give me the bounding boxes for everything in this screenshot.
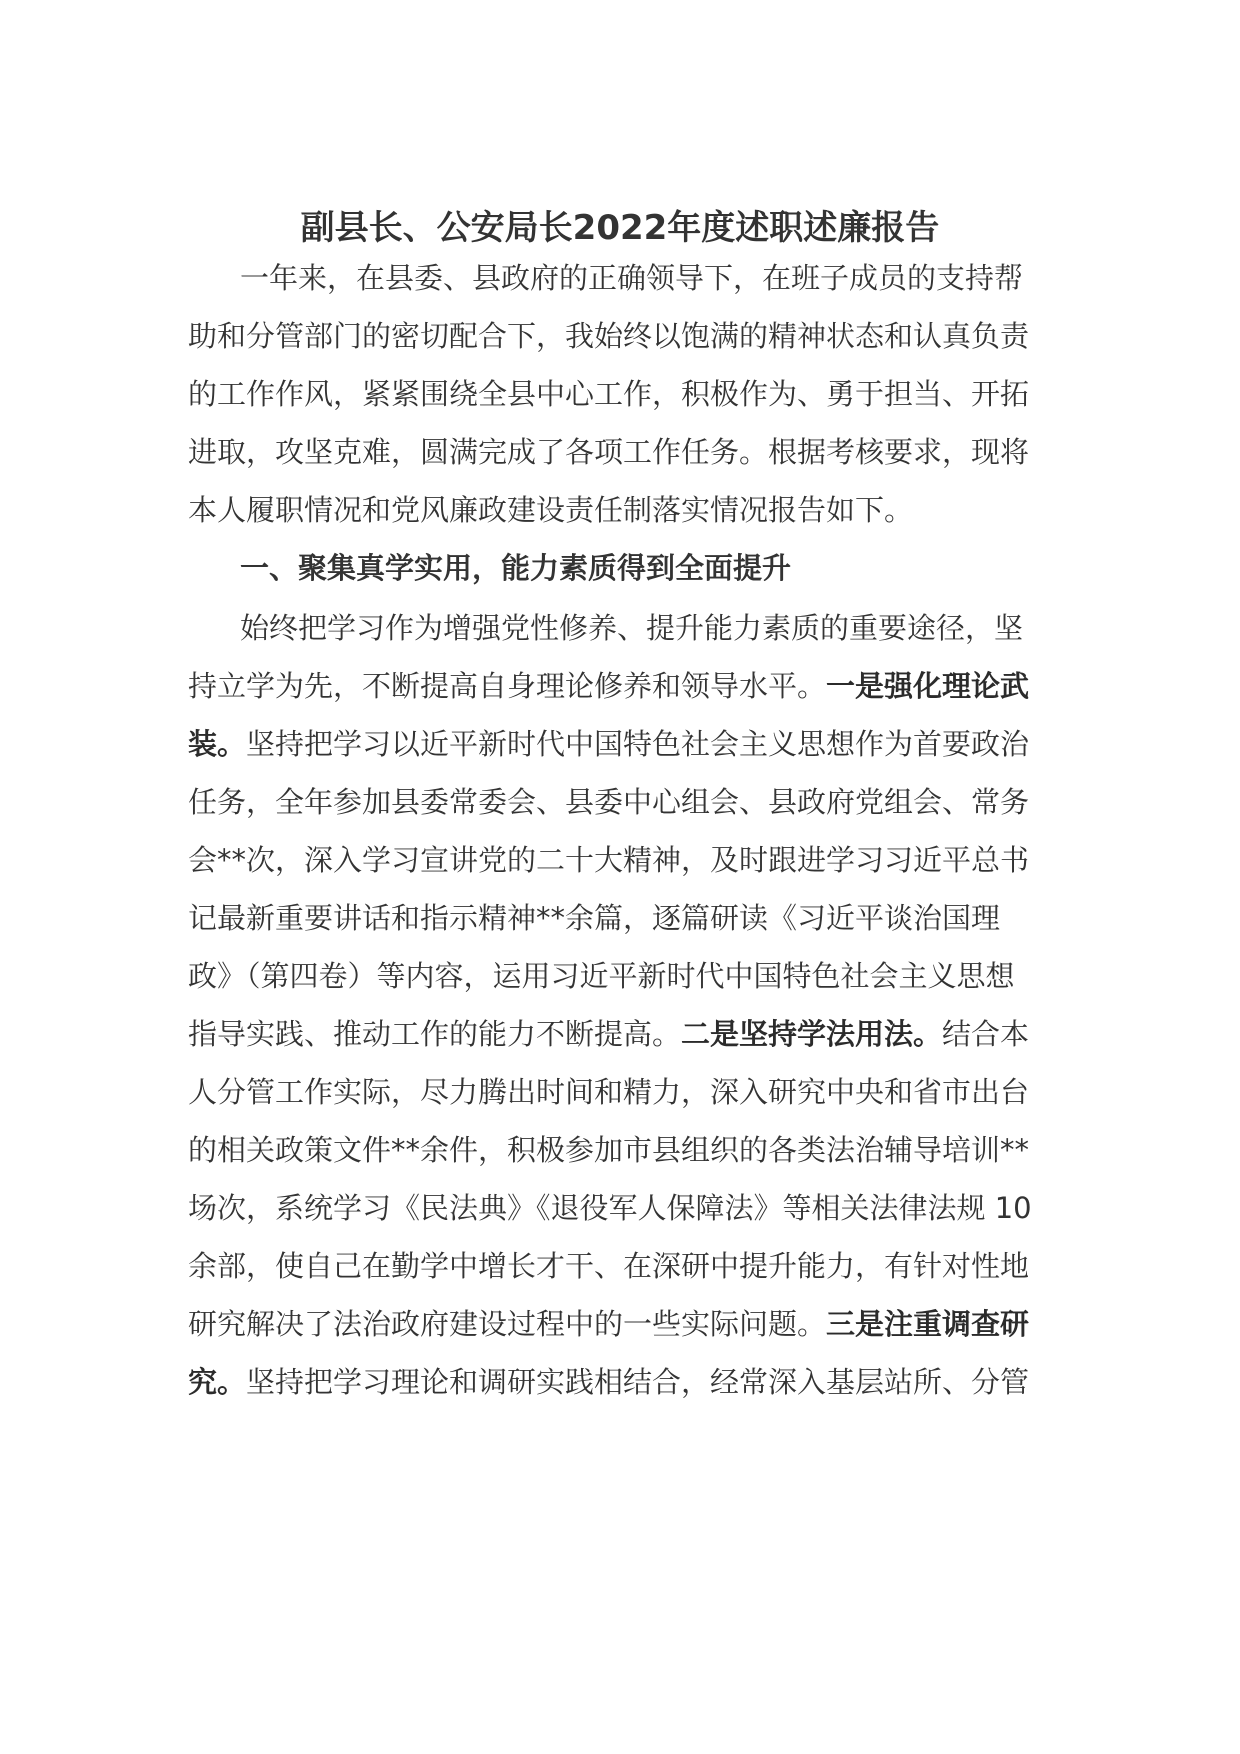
text-segment: 始终把学习作为增强党性修养、提升能力素质的重要途径，坚 bbox=[240, 611, 1024, 645]
text-segment: 结合本 bbox=[942, 1017, 1030, 1051]
text-segment: 记最新重要讲话和指示精神**余篇，逐篇研读《习近平谈治国理 bbox=[188, 901, 1001, 935]
text-line-8 bbox=[188, 664, 1088, 708]
text-segment: 研究解决了法治政府建设过程中的一些实际问题。 bbox=[188, 1307, 827, 1341]
text-line-10 bbox=[188, 780, 1088, 824]
text-line-18 bbox=[188, 1244, 1088, 1288]
text-segment: 的相关政策文件**余件，积极参加市县组织的各类法治辅导培训** bbox=[188, 1133, 1030, 1167]
text-line-3 bbox=[188, 372, 1088, 416]
text-line-9 bbox=[188, 722, 1088, 766]
text-line-7 bbox=[240, 606, 1140, 650]
bold-segment: 一是强化理论武 bbox=[826, 669, 1030, 703]
text-line-5 bbox=[188, 488, 1088, 532]
text-line-13 bbox=[188, 954, 1088, 998]
text-line-1 bbox=[240, 256, 1140, 300]
text-line-17 bbox=[188, 1186, 1088, 1230]
text-line-12 bbox=[188, 896, 1088, 940]
text-line-11 bbox=[188, 838, 1088, 882]
heading-text: 一、聚集真学实用，能力素质得到全面提升 bbox=[240, 551, 792, 585]
text-segment: 的工作作风，紧紧围绕全县中心工作，积极作为、勇于担当、开拓 bbox=[188, 377, 1030, 411]
text-segment: 场次，系统学习《民法典》《退役军人保障法》等相关法律法规 10 bbox=[188, 1191, 1032, 1225]
text-segment: 本人履职情况和党风廉政建设责任制落实情况报告如下。 bbox=[188, 493, 914, 527]
page-title: 副县长、公安局长2022年度述职述廉报告 bbox=[300, 208, 940, 248]
text-segment: 余部，使自己在勤学中增长才干、在深研中提升能力，有针对性地 bbox=[188, 1249, 1030, 1283]
text-segment: 一年来，在县委、县政府的正确领导下，在班子成员的支持帮 bbox=[240, 261, 1024, 295]
text-segment: 坚持把学习理论和调研实践相结合，经常深入基层站所、分管 bbox=[246, 1365, 1030, 1399]
bold-segment: 三是注重调查研 bbox=[826, 1307, 1030, 1341]
bold-segment: 二是坚持学法用法。 bbox=[681, 1017, 943, 1051]
text-line-20 bbox=[188, 1360, 1088, 1404]
text-segment: 进取，攻坚克难，圆满完成了各项工作任务。根据考核要求，现将 bbox=[188, 435, 1030, 469]
bold-segment: 究。 bbox=[188, 1365, 247, 1399]
text-segment: 政》（第四卷）等内容，运用习近平新时代中国特色社会主义思想 bbox=[188, 959, 1015, 993]
text-segment: 人分管工作实际，尽力腾出时间和精力，深入研究中央和省市出台 bbox=[188, 1075, 1030, 1109]
text-segment: 会**次，深入学习宣讲党的二十大精神，及时跟进学习习近平总书 bbox=[188, 843, 1030, 877]
section-heading bbox=[240, 546, 1140, 590]
text-segment: 坚持把学习以近平新时代中国特色社会主义思想作为首要政治 bbox=[246, 727, 1030, 761]
text-line-19 bbox=[188, 1302, 1088, 1346]
text-segment: 持立学为先，不断提高自身理论修养和领导水平。 bbox=[188, 669, 827, 703]
text-line-14 bbox=[188, 1012, 1088, 1056]
text-line-15 bbox=[188, 1070, 1088, 1114]
text-line-2 bbox=[188, 314, 1088, 358]
text-segment: 助和分管部门的密切配合下，我始终以饱满的精神状态和认真负责 bbox=[188, 319, 1030, 353]
text-line-4 bbox=[188, 430, 1088, 474]
bold-segment: 装。 bbox=[188, 727, 247, 761]
text-line-16 bbox=[188, 1128, 1088, 1172]
text-segment: 指导实践、推动工作的能力不断提高。 bbox=[188, 1017, 682, 1051]
text-segment: 任务，全年参加县委常委会、县委中心组会、县政府党组会、常务 bbox=[188, 785, 1030, 819]
